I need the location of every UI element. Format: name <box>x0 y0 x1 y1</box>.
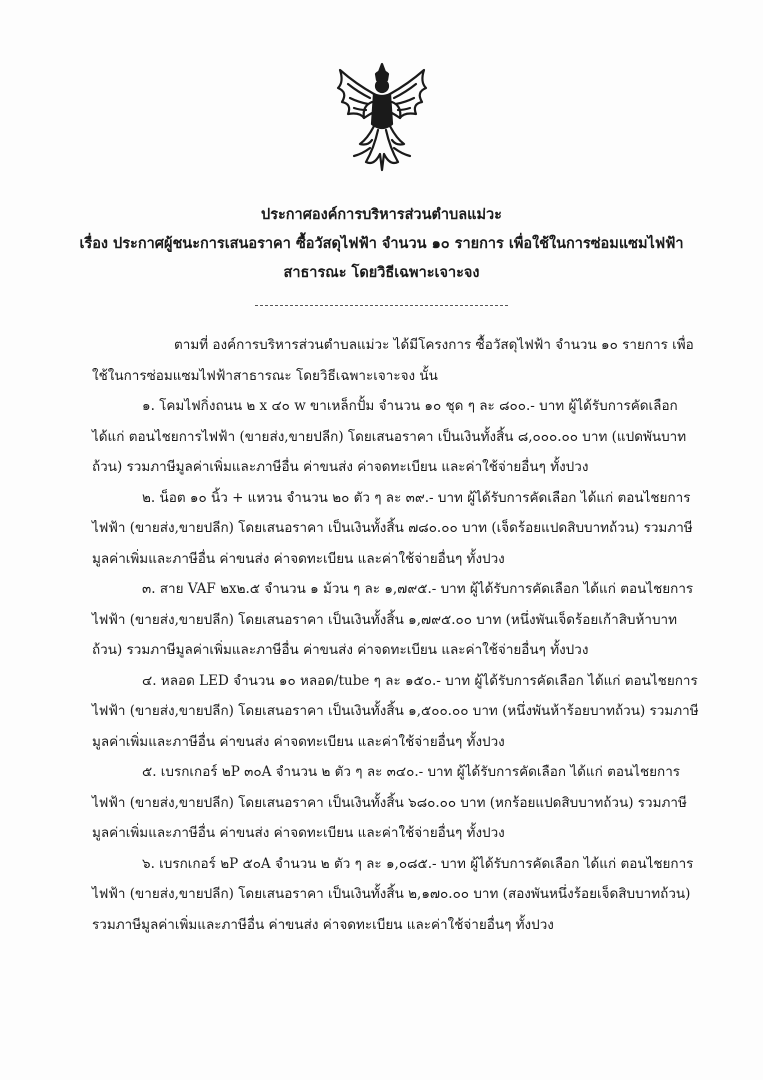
garuda-emblem-icon <box>330 62 434 174</box>
item-paragraph-5: ๕. เบรกเกอร์ ๒P ๓๐A จำนวน ๒ ตัว ๆ ละ ๓๔๐.- บาท ผู้ได้รับการคัดเลือก ได้แก่ ตอนไชยการไฟฟ้า (ขายส่ง,ขายปลีก) โดยเสนอราคา เป็นเงินทั้งสิ้น ๖๘๐.๐๐ บาท (หกร้อยแปดสิบบาทถ้วน) รวมภาษีมูลค่าเพิ่มและภาษีอื่น ค่าขนส่ง ค่าจดทะเบียน และค่าใช้จ่ายอื่นๆ ทั้งปวง <box>92 764 687 841</box>
title-line-organization: ประกาศองค์การบริหารส่วนตำบลแม่วะ <box>261 206 502 223</box>
item-paragraph-1: ๑. โคมไฟกิ่งถนน ๒ x ๔๐ w ขาเหล็กปั้ม จำนวน ๑๐ ชุด ๆ ละ ๘๐๐.- บาท ผู้ได้รับการคัดเลือก ได้แก่ ตอนไชยการไฟฟ้า (ขายส่ง,ขายปลีก) โดยเสนอราคา เป็นเงินทั้งสิ้น ๘,๐๐๐.๐๐ บาท (แปดพันบาทถ้วน) รวมภาษีมูลค่าเพิ่มและภาษีอื่น ค่าขนส่ง ค่าจดทะเบียน และค่าใช้จ่ายอื่นๆ ทั้งปวง <box>92 398 687 475</box>
title-line-subject: เรื่อง ประกาศผู้ชนะการเสนอราคา ซื้อวัสดุไฟฟ้า จำนวน ๑๐ รายการ เพื่อใช้ในการซ่อมแซมไฟฟ้า <box>79 235 684 252</box>
intro-paragraph: ตามที่ องค์การบริหารส่วนตำบลแม่วะ ได้มีโครงการ ซื้อวัสดุไฟฟ้า จำนวน ๑๐ รายการ เพื่อใช้ในการซ่อมแซมไฟฟ้าสาธารณะ โดยวิธีเฉพาะเจาะจง นั้น <box>92 337 694 384</box>
item-paragraph-2: ๒. น็อต ๑๐ นิ้ว + แหวน จำนวน ๒๐ ตัว ๆ ละ ๓๙.- บาท ผู้ได้รับการคัดเลือก ได้แก่ ตอนไชยการไฟฟ้า (ขายส่ง,ขายปลีก) โดยเสนอราคา เป็นเงินทั้งสิ้น ๗๘๐.๐๐ บาท (เจ็ดร้อยแปดสิบบาทถ้วน) รวมภาษีมูลค่าเพิ่มและภาษีอื่น ค่าขนส่ง ค่าจดทะเบียน และค่าใช้จ่ายอื่นๆ ทั้งปวง <box>92 489 693 567</box>
announcement-title <box>60 200 703 287</box>
item-paragraph-3: ๓. สาย VAF ๒x๒.๕ จำนวน ๑ ม้วน ๆ ละ ๑,๗๙๕.- บาท ผู้ได้รับการคัดเลือก ได้แก่ ตอนไชยการไฟฟ้า (ขายส่ง,ขายปลีก) โดยเสนอราคา เป็นเงินทั้งสิ้น ๑,๗๙๕.๐๐ บาท (หนึ่งพันเจ็ดร้อยเก้าสิบห้าบาทถ้วน) รวมภาษีมูลค่าเพิ่มและภาษีอื่น ค่าขนส่ง ค่าจดทะเบียน และค่าใช้จ่ายอื่นๆ ทั้งปวง <box>92 581 694 658</box>
item-paragraph-6: ๖. เบรกเกอร์ ๒P ๕๐A จำนวน ๒ ตัว ๆ ละ ๑,๐๘๕.- บาท ผู้ได้รับการคัดเลือก ได้แก่ ตอนไชยการไฟฟ้า (ขายส่ง,ขายปลีก) โดยเสนอราคา เป็นเงินทั้งสิ้น ๒,๑๗๐.๐๐ บาท (สองพันหนึ่งร้อยเจ็ดสิบบาทถ้วน) รวมภาษีมูลค่าเพิ่มและภาษีอื่น ค่าขนส่ง ค่าจดทะเบียน และค่าใช้จ่ายอื่นๆ ทั้งปวง <box>92 855 694 933</box>
title-divider <box>255 305 508 306</box>
title-line-method: สาธารณะ โดยวิธีเฉพาะเจาะจง <box>283 264 480 281</box>
item-paragraph-4: ๔. หลอด LED จำนวน ๑๐ หลอด/tube ๆ ละ ๑๕๐.- บาท ผู้ได้รับการคัดเลือก ได้แก่ ตอนไชยการไฟฟ้า (ขายส่ง,ขายปลีก) โดยเสนอราคา เป็นเงินทั้งสิ้น ๑,๕๐๐.๐๐ บาท (หนึ่งพันห้าร้อยบาทถ้วน) รวมภาษีมูลค่าเพิ่มและภาษีอื่น ค่าขนส่ง ค่าจดทะเบียน และค่าใช้จ่ายอื่นๆ ทั้งปวง <box>92 672 699 750</box>
announcement-body <box>92 330 700 940</box>
